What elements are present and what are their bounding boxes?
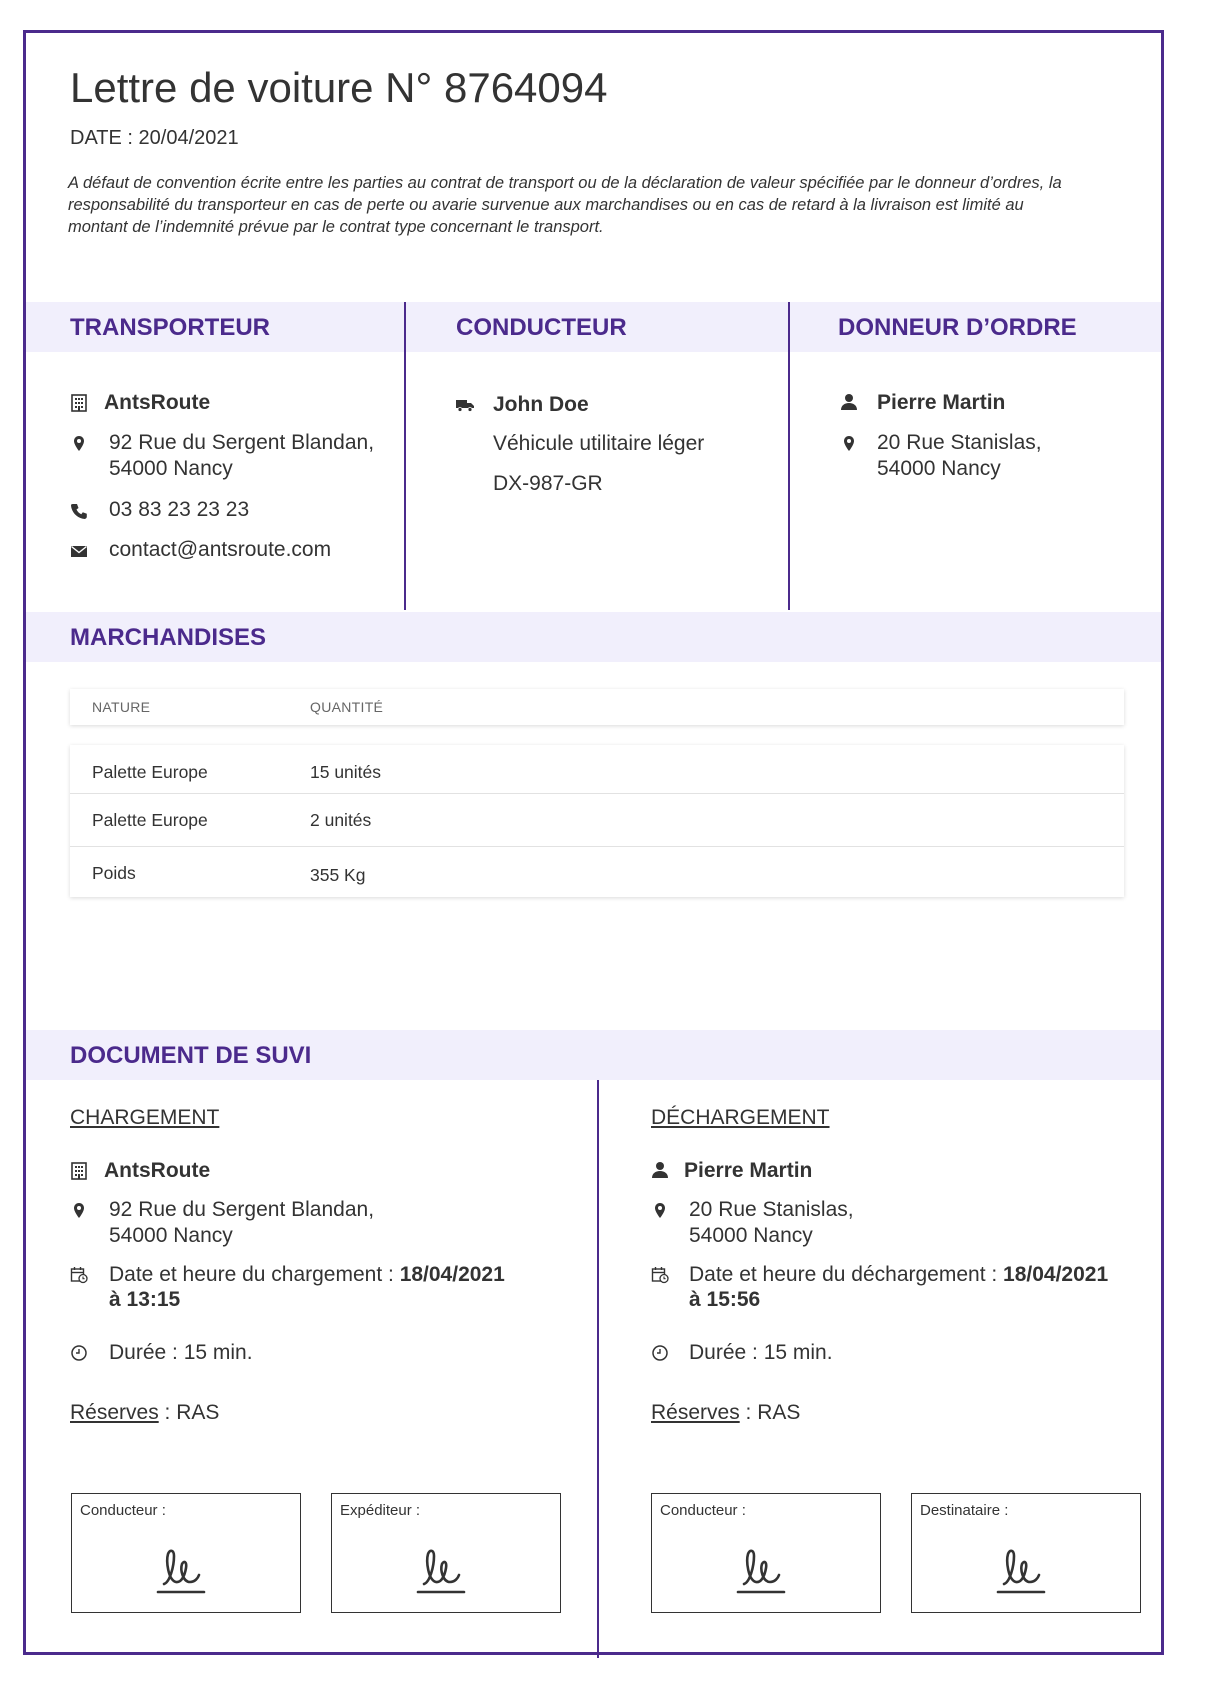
chargement-reserves-value: : RAS	[158, 1401, 220, 1424]
cell-nature: Palette Europe	[92, 810, 208, 830]
building-icon	[70, 1162, 88, 1180]
signature-label: Conducteur :	[80, 1502, 166, 1519]
signature-label: Conducteur :	[660, 1502, 746, 1519]
dechargement-address-line2: 54000 Nancy	[689, 1224, 813, 1247]
dechargement-datetime-label: Date et heure du déchargement :	[689, 1263, 1004, 1286]
transporteur-email[interactable]: contact@antsroute.com	[109, 538, 332, 561]
conducteur-name: John Doe	[493, 393, 589, 416]
column-header-nature: NATURE	[92, 699, 151, 715]
calendar-clock-icon	[651, 1266, 669, 1284]
signature-label: Expéditeur :	[340, 1502, 421, 1519]
cell-quantite: 2 unités	[310, 810, 372, 830]
chargement-name: AntsRoute	[104, 1159, 211, 1182]
location-pin-icon	[70, 1202, 88, 1220]
disclaimer-text: A défaut de convention écrite entre les parties au contrat de transport ou de la déclaration de valeur spécifiée par le donneur d’ordres, la responsabilité du transporteur en cas de perte ou avarie survenue aux marchandises ou en cas de retard à la livraison est limité au montant de l’indemnité prévue par le contrat type concernant le transport.	[68, 174, 1062, 236]
clock-icon	[70, 1344, 88, 1362]
transporteur-phone: 03 83 23 23 23	[109, 498, 250, 521]
location-pin-icon	[70, 435, 88, 453]
transporteur-title: TRANSPORTEUR	[70, 314, 271, 341]
table-row	[70, 847, 1124, 897]
signature-box-conducteur[interactable]	[71, 1493, 301, 1613]
dechargement-datetime	[689, 1262, 1159, 1288]
conducteur-plate: DX-987-GR	[493, 472, 603, 495]
dechargement-reserves	[651, 1400, 800, 1426]
dechargement-datetime-date: 18/04/2021	[1003, 1263, 1109, 1286]
column-divider	[404, 302, 406, 610]
page-title: Lettre de voiture N° 8764094	[70, 64, 608, 111]
dechargement-reserves-label: Réserves	[651, 1401, 740, 1424]
dechargement-duration: Durée : 15 min.	[689, 1341, 833, 1364]
marchandises-title: MARCHANDISES	[70, 624, 267, 651]
signature-icon	[152, 1542, 212, 1598]
dechargement-reserves-value: : RAS	[739, 1401, 801, 1424]
cell-quantite: 355 Kg	[310, 865, 366, 885]
suivi-title: DOCUMENT DE SUVI	[70, 1042, 312, 1069]
clock-icon	[651, 1344, 669, 1362]
truck-icon	[455, 396, 475, 414]
chargement-duration: Durée : 15 min.	[109, 1341, 253, 1364]
column-divider	[597, 1080, 599, 1658]
goods-table-header	[70, 689, 1124, 725]
user-icon	[840, 393, 858, 411]
dechargement-name: Pierre Martin	[684, 1159, 813, 1182]
signature-box-expediteur[interactable]	[331, 1493, 561, 1613]
column-header-quantite: QUANTITÉ	[310, 699, 384, 715]
phone-icon	[70, 502, 88, 520]
dechargement-datetime-time: à 15:56	[689, 1288, 761, 1311]
chargement-datetime-date: 18/04/2021	[399, 1263, 505, 1286]
dechargement-title: DÉCHARGEMENT	[651, 1106, 830, 1129]
column-divider	[788, 302, 790, 610]
chargement-address-line1: 92 Rue du Sergent Blandan,	[109, 1198, 375, 1221]
transporteur-address-line2: 54000 Nancy	[109, 457, 233, 480]
chargement-datetime	[109, 1262, 569, 1288]
mail-icon	[70, 542, 88, 560]
donneur-address-line2: 54000 Nancy	[877, 457, 1001, 480]
signature-icon	[992, 1542, 1052, 1598]
signature-box-conducteur[interactable]	[651, 1493, 881, 1613]
signature-label: Destinataire :	[920, 1502, 1009, 1519]
chargement-reserves-label: Réserves	[70, 1401, 159, 1424]
donneur-address-line1: 20 Rue Stanislas,	[877, 431, 1042, 454]
signature-icon	[732, 1542, 792, 1598]
cell-quantite: 15 unités	[310, 762, 382, 782]
dechargement-address-line1: 20 Rue Stanislas,	[689, 1198, 854, 1221]
cell-nature: Palette Europe	[92, 762, 208, 782]
cell-nature: Poids	[92, 863, 136, 883]
chargement-address-line2: 54000 Nancy	[109, 1224, 233, 1247]
user-icon	[651, 1161, 669, 1179]
building-icon	[70, 394, 88, 412]
transporteur-name: AntsRoute	[104, 391, 211, 414]
goods-table	[70, 745, 1124, 897]
location-pin-icon	[840, 435, 858, 453]
document-date: DATE : 20/04/2021	[70, 127, 239, 149]
table-row	[70, 745, 1124, 794]
donneur-title: DONNEUR D’ORDRE	[838, 314, 1077, 341]
signature-box-destinataire[interactable]	[911, 1493, 1141, 1613]
signature-icon	[412, 1542, 472, 1598]
chargement-reserves	[70, 1400, 219, 1426]
calendar-clock-icon	[70, 1266, 88, 1284]
conducteur-vehicle: Véhicule utilitaire léger	[493, 432, 705, 455]
chargement-datetime-time: à 13:15	[109, 1288, 181, 1311]
chargement-title: CHARGEMENT	[70, 1106, 220, 1129]
chargement-datetime-label: Date et heure du chargement :	[109, 1263, 400, 1286]
conducteur-title: CONDUCTEUR	[456, 314, 627, 341]
location-pin-icon	[651, 1202, 669, 1220]
transporteur-address-line1: 92 Rue du Sergent Blandan,	[109, 431, 375, 454]
donneur-name: Pierre Martin	[877, 391, 1006, 414]
table-row	[70, 794, 1124, 847]
